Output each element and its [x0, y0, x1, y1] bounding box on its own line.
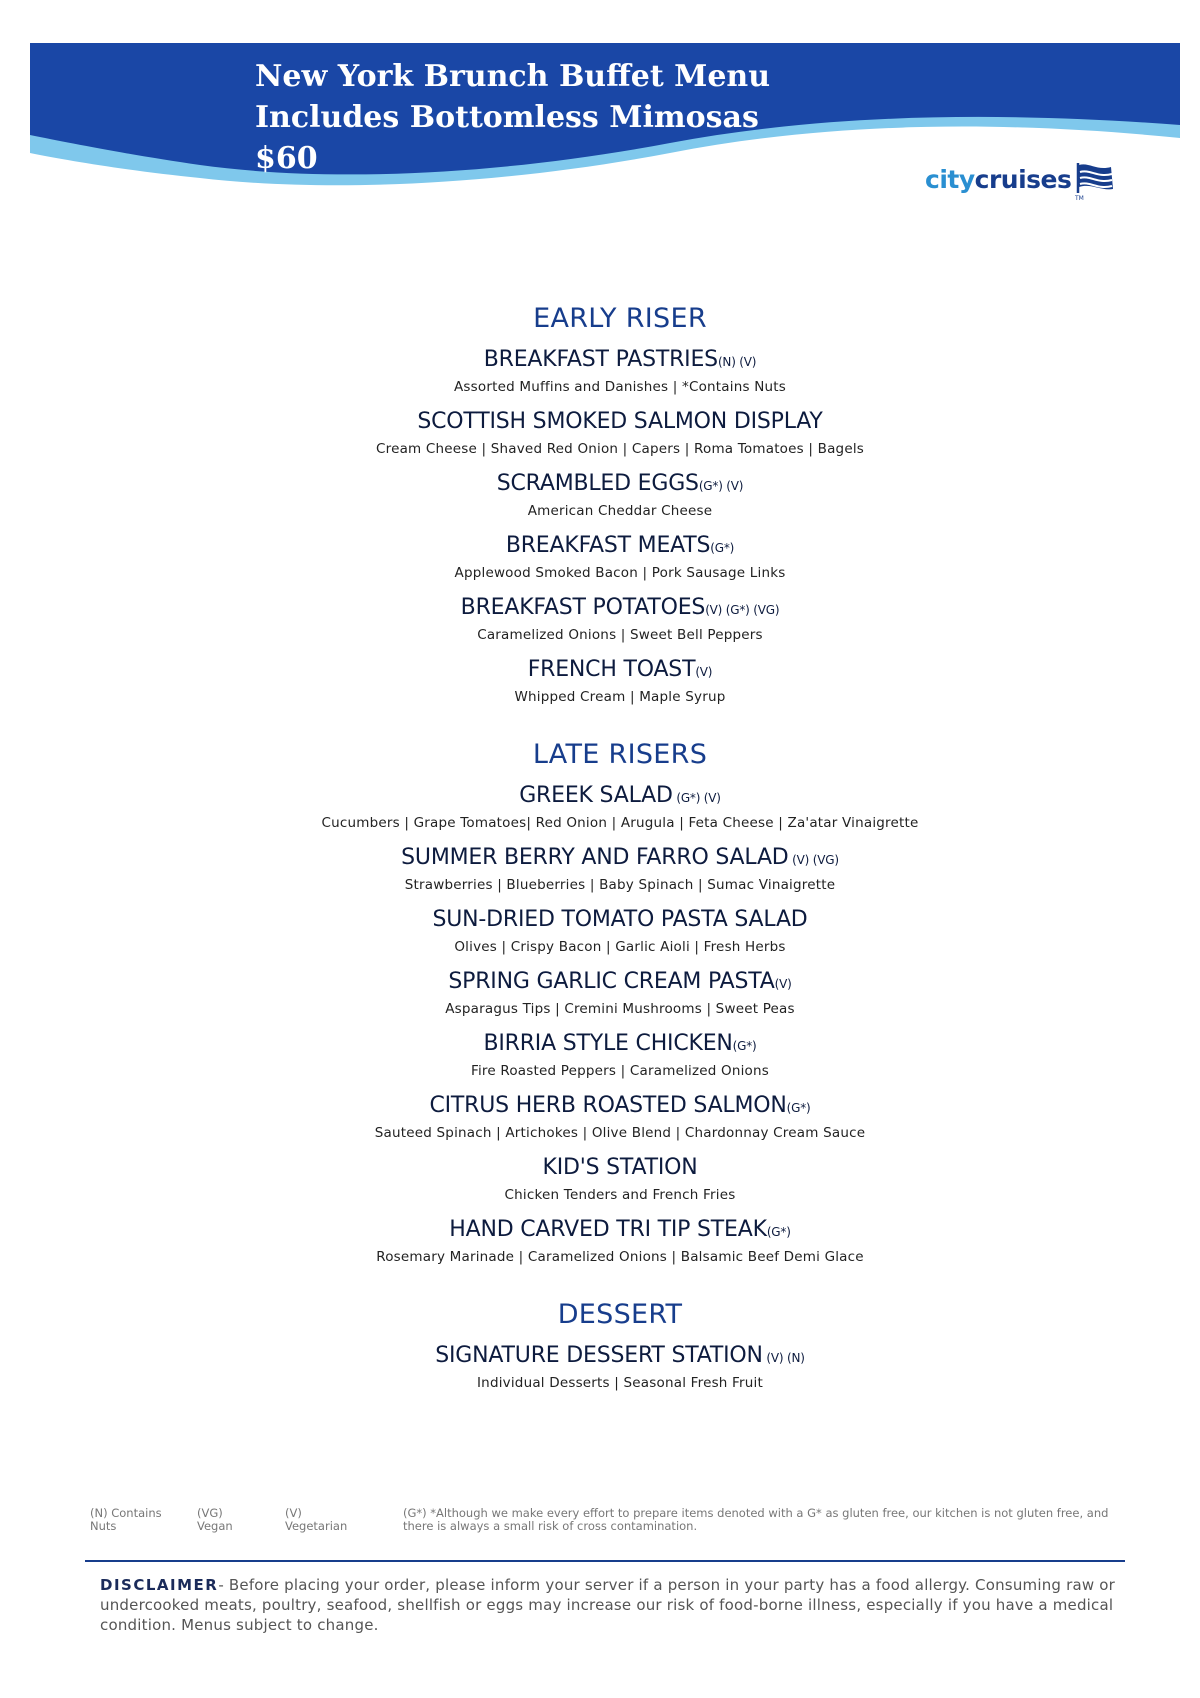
item-description: Olives | Crispy Bacon | Garlic Aioli | Fresh Herbs [454, 939, 786, 955]
dietary-tags: (N) (V) [717, 355, 757, 369]
menu-title [255, 56, 770, 179]
item-name-row [0, 1151, 1200, 1185]
dietary-tags: (V) [695, 665, 713, 679]
item-name: SUN-DRIED TOMATO PASTA SALAD [432, 907, 808, 932]
item-name: BIRRIA STYLE CHICKEN [483, 1031, 733, 1056]
menu-section [0, 295, 1200, 715]
dietary-tags: (G*) [732, 1039, 757, 1053]
item-name: SIGNATURE DESSERT STATION [435, 1343, 763, 1368]
price: $60 [255, 141, 318, 176]
logo-cruises-text: cruises [974, 165, 1072, 194]
item-name: SCOTTISH SMOKED SALMON DISPLAY [417, 409, 823, 434]
item-name: KID'S STATION [542, 1155, 698, 1180]
legend-gluten-note: (G*) *Although we make every effort to prepare items denoted with a G* as gluten free, our kitchen is not gluten free, and there is always a small risk of cross contamination. [403, 1506, 1109, 1533]
logo-city-text: city [925, 165, 975, 194]
dietary-tags: (G*) (V) [672, 791, 721, 805]
legend-vegan: (VG) Vegan [197, 1506, 233, 1533]
menu-item [0, 1151, 1200, 1213]
item-name: BREAKFAST POTATOES [460, 595, 706, 620]
menu-item [0, 405, 1200, 467]
dietary-tags: (G*) [710, 541, 735, 555]
dietary-tags: (G*) [786, 1101, 811, 1115]
item-description: Asparagus Tips | Cremini Mushrooms | Sweet Peas [445, 1001, 795, 1017]
title-line-1: New York Brunch Buffet Menu [255, 59, 771, 94]
item-description: Assorted Muffins and Danishes | *Contains Nuts [453, 379, 786, 395]
item-description: Strawberries | Blueberries | Baby Spinach | Sumac Vinaigrette [404, 877, 836, 893]
menu-item [0, 841, 1200, 903]
item-name-row [0, 343, 1200, 377]
item-name-row [0, 903, 1200, 937]
item-description: Rosemary Marinade | Caramelized Onions | Balsamic Beef Demi Glace [376, 1249, 864, 1265]
menu-item [0, 529, 1200, 591]
item-name-row [0, 1027, 1200, 1061]
disclaimer-label: DISCLAIMER [100, 1576, 219, 1594]
menu-item [0, 343, 1200, 405]
menu-item [0, 779, 1200, 841]
item-name-row [0, 1213, 1200, 1247]
item-name-row [0, 529, 1200, 563]
item-description: Cucumbers | Grape Tomatoes| Red Onion | Arugula | Feta Cheese | Za'atar Vinaigrette [321, 815, 919, 831]
item-name-row [0, 405, 1200, 439]
item-description: Chicken Tenders and French Fries [504, 1187, 736, 1203]
disclaimer-text: - Before placing your order, please inform your server if a person in your party has a food allergy. Consuming raw or undercooked meats, poultry, seafood, shellfish or eggs may increase our risk of food-borne illness, especially if you have a medical condition. Menus subject to change. [100, 1576, 1116, 1634]
dietary-tags: (V) (VG) [788, 853, 839, 867]
item-name: GREEK SALAD [519, 783, 673, 808]
legend-nuts: (N) Contains Nuts [90, 1506, 162, 1533]
city-cruises-logo [925, 165, 1084, 205]
section-title: DESSERT [557, 1299, 683, 1330]
menu-item [0, 1027, 1200, 1089]
item-name-row [0, 467, 1200, 501]
item-name-row [0, 1089, 1200, 1123]
dietary-tags: (G*) [766, 1225, 791, 1239]
item-description: Caramelized Onions | Sweet Bell Peppers [477, 627, 763, 643]
footer-divider [85, 1560, 1125, 1562]
item-name: SPRING GARLIC CREAM PASTA [448, 969, 775, 994]
menu-item [0, 965, 1200, 1027]
item-description: Sauteed Spinach | Artichokes | Olive Blend | Chardonnay Cream Sauce [374, 1125, 866, 1141]
disclaimer [100, 1575, 1120, 1635]
dietary-tags: (G*) (V) [698, 479, 744, 493]
item-description: Individual Desserts | Seasonal Fresh Fruit [477, 1375, 763, 1391]
item-name: SUMMER BERRY AND FARRO SALAD [401, 845, 789, 870]
item-name-row [0, 653, 1200, 687]
item-name-row [0, 779, 1200, 813]
item-description: American Cheddar Cheese [527, 503, 713, 519]
menu-item [0, 467, 1200, 529]
menu-item [0, 653, 1200, 715]
item-name: SCRAMBLED EGGS [496, 471, 699, 496]
item-description: Applewood Smoked Bacon | Pork Sausage Links [454, 565, 786, 581]
menu-item [0, 903, 1200, 965]
menu-section [0, 1291, 1200, 1401]
menu-item [0, 1213, 1200, 1275]
logo-trademark: TM [1075, 195, 1084, 202]
item-name-row [0, 965, 1200, 999]
item-name: BREAKFAST PASTRIES [483, 347, 718, 372]
item-name: HAND CARVED TRI TIP STEAK [449, 1217, 767, 1242]
menu-item [0, 1339, 1200, 1401]
item-name: CITRUS HERB ROASTED SALMON [429, 1093, 787, 1118]
item-description: Whipped Cream | Maple Syrup [514, 689, 726, 705]
dietary-tags: (V) (N) [762, 1351, 805, 1365]
item-description: Fire Roasted Peppers | Caramelized Onions [470, 1063, 770, 1079]
item-name-row [0, 591, 1200, 625]
section-title: EARLY RISER [533, 303, 707, 334]
legend-vegetarian: (V) Vegetarian [285, 1506, 348, 1533]
dietary-tags: (V) (G*) (VG) [705, 603, 780, 617]
menu-body [0, 295, 1200, 1401]
menu-item [0, 1089, 1200, 1151]
item-name: FRENCH TOAST [527, 657, 696, 682]
menu-section [0, 731, 1200, 1275]
item-name: BREAKFAST MEATS [505, 533, 711, 558]
dietary-tags: (V) [774, 977, 792, 991]
section-title: LATE RISERS [532, 739, 708, 770]
item-name-row [0, 841, 1200, 875]
flag-icon [1075, 161, 1115, 195]
menu-item [0, 591, 1200, 653]
title-line-2: Includes Bottomless Mimosas [255, 100, 759, 135]
item-description: Cream Cheese | Shaved Red Onion | Capers | Roma Tomatoes | Bagels [375, 441, 865, 457]
item-name-row [0, 1339, 1200, 1373]
